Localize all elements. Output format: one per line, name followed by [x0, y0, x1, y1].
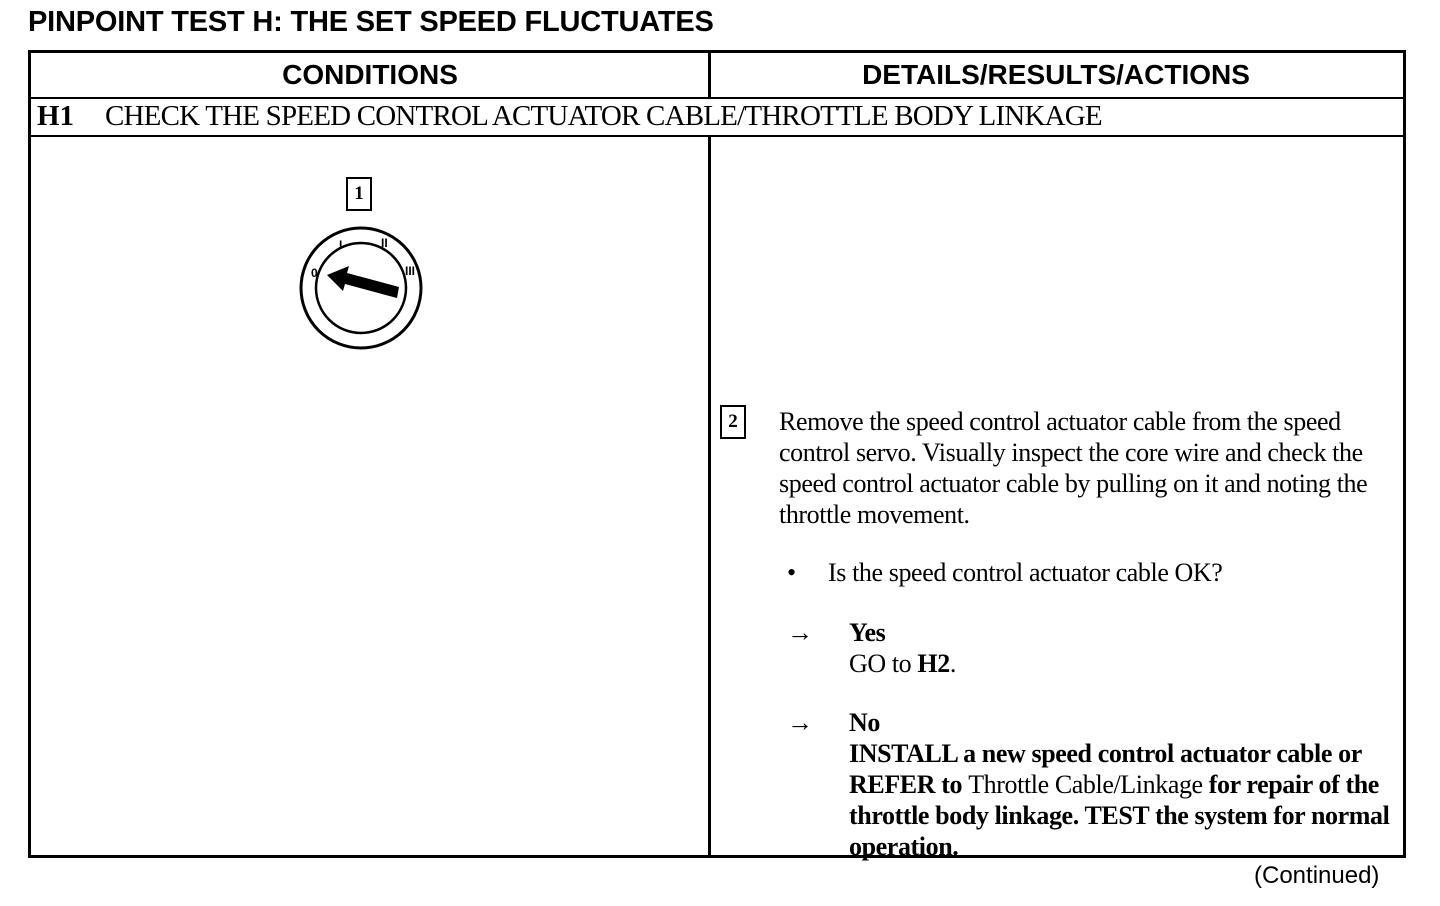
- no-action-text-4: the system for normal operation.: [849, 801, 1390, 861]
- continued-label: (Continued): [1254, 862, 1380, 889]
- pinpoint-test-table: [28, 50, 1406, 861]
- step-1-number: 1: [346, 177, 372, 211]
- step-2-question: Is the speed control actuator cable OK?: [828, 558, 1223, 587]
- ignition-switch-icon: [297, 225, 427, 351]
- yes-action-suffix: .: [949, 649, 956, 678]
- yes-action-prefix: GO to: [849, 649, 918, 678]
- table-header-row: [31, 53, 1403, 99]
- step-2-instructions: Remove the speed control actuator cable from the speed control servo. Visually inspect the core wire and check the speed control actuator cable by pulling on it and noting the throttle movement.: [779, 407, 1368, 529]
- no-result: [849, 707, 1409, 862]
- no-action-text-1: a new speed control actuator cable or: [957, 739, 1362, 768]
- no-action-text-3: for repair of the throttle body linkage.: [849, 770, 1379, 830]
- yes-label: Yes: [849, 618, 886, 647]
- bullet-icon: •: [787, 558, 796, 587]
- section-id: H1: [37, 100, 75, 132]
- no-arrow-icon: →: [787, 708, 813, 737]
- yes-arrow-icon: →: [787, 618, 813, 647]
- no-action-test: TEST: [1084, 801, 1149, 830]
- no-action-install: INSTALL: [849, 739, 957, 768]
- column-divider: [708, 137, 711, 855]
- section-row: [31, 97, 1403, 137]
- no-action-text-2: to: [935, 770, 969, 799]
- switch-label-3: III: [405, 264, 416, 278]
- switch-label-0: 0: [311, 266, 318, 280]
- step-2-number: 2: [720, 405, 746, 439]
- yes-result: [849, 617, 1409, 679]
- no-label: No: [849, 708, 880, 737]
- switch-label-2: II: [381, 236, 388, 250]
- details-header: DETAILS/RESULTS/ACTIONS: [862, 59, 1250, 90]
- page-title: PINPOINT TEST H: THE SET SPEED FLUCTUATES: [28, 6, 714, 38]
- conditions-header: CONDITIONS: [282, 59, 458, 90]
- no-action-link: Throttle Cable/Linkage: [968, 770, 1203, 799]
- switch-arrow-icon: [327, 266, 399, 298]
- column-divider: [708, 53, 711, 97]
- no-action-refer: REFER: [849, 770, 936, 799]
- section-title: CHECK THE SPEED CONTROL ACTUATOR CABLE/THROTTLE BODY LINKAGE: [105, 100, 1102, 132]
- yes-action-ref: H2: [917, 649, 950, 678]
- switch-label-1: I: [339, 238, 343, 252]
